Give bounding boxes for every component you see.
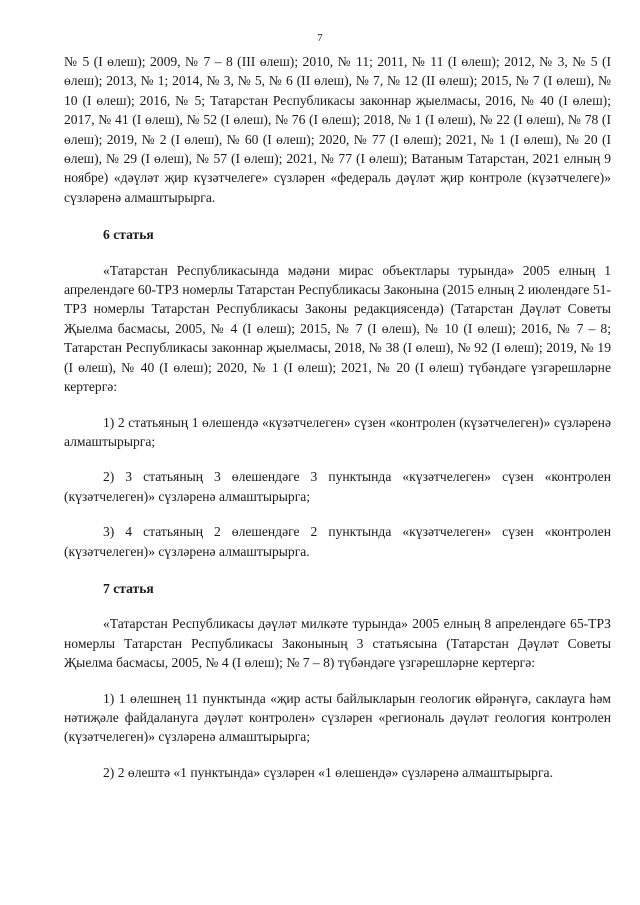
article-6-lead: «Татарстан Республикасында мәдәни мирас объектлары турында» 2005 елның 1 апрелендәге 60-ТРЗ номерлы Татарстан Республикасы Законына (2015 елның 2 июлендәге 51-ТРЗ номерлы Татарстан Республикасы Законы редакциясендә) (Татарстан Дәүләт Советы Җыелма басмасы, 2005, № 4 (I өлеш); 2015, № 7 (I өлеш), № 10 (I өлеш); 2016, № 7 – 8; Татарстан Республикасы законнар җыелмасы, 2018, № 38 (I өлеш), № 92 (I өлеш); 2019, № 19 (I өлеш), № 40 (I өлеш); 2020, № 1 (I өлеш); 2021, № 20 (I өлеш) түбәндәге үзгәрешләрне кертергә: [64,262,611,395]
article-6-heading: 6 статья [103,227,154,243]
page-number: 7 [317,32,323,44]
article-6-item: 3) 4 статьяның 2 өлешендәге 2 пунктында «күзәтчелеген» сүзен «контролен (күзәтчелеген)» сүзләренә алмаштырырга. [64,524,611,559]
article-7-heading: 7 статья [103,580,154,596]
article-7-lead: «Татарстан Республикасы дәүләт милкәте турында» 2005 елның 8 апрелендәге 65-ТРЗ номерлы Татарстан Республикасы Законының 3 статьясына (Татарстан Дәүләт Советы Җыелма басмасы, 2005, № 4 (I өлеш); № 7 – 8) түбәндәге үзгәрешләрне кертергә: [64,616,611,671]
article-7-item: 1) 1 өлешнең 11 пунктында «җир асты байлыкларын геологик өйрәнүгә, саклауга һәм нәтиҗәле файдалануга дәүләт контролен» сүзләрен «региональ дәүләт геология контролен (күзәтчелеген)» сүзләренә алмаштырырга; [64,690,611,745]
article-7-item: 2) 2 өлештә «1 пунктында» сүзләрен «1 өлешендә» сүзләренә алмаштырырга. [103,764,553,780]
intro-paragraph: № 5 (I өлеш); 2009, № 7 – 8 (III өлеш); 2010, № 11; 2011, № 11 (I өлеш); 2012, № 3, № 5 (I өлеш); 2013, № 1; 2014, № 3, № 5, № 6 (II өлеш), № 7, № 12 (II өлеш); 2015, № 7 (I өлеш), № 10 (I өлеш); 2016, № 5; Татарстан Республикасы законнар җыелмасы, 2016, № 40 (I өлеш); 2017, № 41 (I өлеш), № 52 (I өлеш), № 76 (I өлеш); 2018, № 1 (I өлеш), № 22 (I өлеш), № 78 (I өлеш); 2019, № 2 (I өлеш), № 60 (I өлеш); 2020, № 77 (I өлеш); 2021, № 1 (I өлеш), № 20 (I өлеш), № 29 (I өлеш), № 57 (I өлеш); 2021, № 77 (I өлеш); Ватаным Татарстан, 2021 елның 9 ноябре) «дәүләт җир күзәтчелеге» сүзләрен «федераль дәүләт җир контроле (күзәтчелеге)» сүзләренә алмаштырырга. [64,54,611,205]
article-6-item: 2) 3 статьяның 3 өлешендәге 3 пунктында «күзәтчелеген» сүзен «контролен (күзәтчелеген)» сүзләренә алмаштырырга; [64,469,611,504]
document-body [64,52,611,782]
article-6-item: 1) 2 статьяның 1 өлешендә «күзәтчелеген» сүзен «контролен (күзәтчелеген)» сүзләренә алмаштырырга; [64,414,611,449]
